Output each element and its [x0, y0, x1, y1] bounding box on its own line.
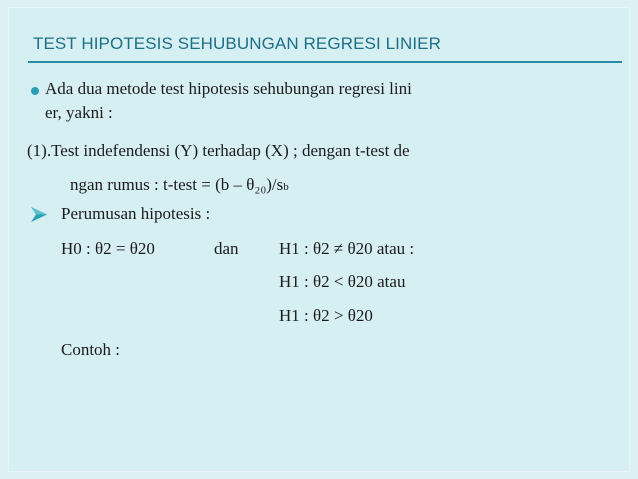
title-underline	[28, 61, 622, 63]
hypothesis-h1-lt: H1 : θ2 < θ20 atau	[279, 272, 406, 291]
contoh-label: Contoh :	[61, 340, 121, 359]
bullet2-text: Perumusan hipotesis :	[61, 204, 211, 223]
item1-line1: (1).Test indefendensi (Y) terhadap (X) ; dengan t-test de	[27, 141, 410, 160]
arrow-bullet-icon	[30, 206, 48, 223]
hypothesis-connector: dan	[214, 239, 239, 258]
hypothesis-h1-neq: H1 : θ2 ≠ θ20 atau :	[279, 239, 415, 258]
bullet-dot-icon	[31, 87, 39, 95]
bullet1-line1: Ada dua metode test hipotesis sehubungan regresi lini	[45, 79, 412, 98]
hypothesis-h0: H0 : θ2 = θ20	[61, 239, 155, 258]
hypothesis-h1-gt: H1 : θ2 > θ20	[279, 306, 373, 325]
item1-line2	[70, 175, 289, 195]
bullet1-line2: er, yakni :	[45, 103, 113, 122]
item1-formula: ngan rumus : t-test = (b – θ₂₀)/s	[70, 175, 284, 194]
item1-subscript: b	[283, 181, 289, 193]
slide-title: TEST HIPOTESIS SEHUBUNGAN REGRESI LINIER	[33, 34, 441, 53]
